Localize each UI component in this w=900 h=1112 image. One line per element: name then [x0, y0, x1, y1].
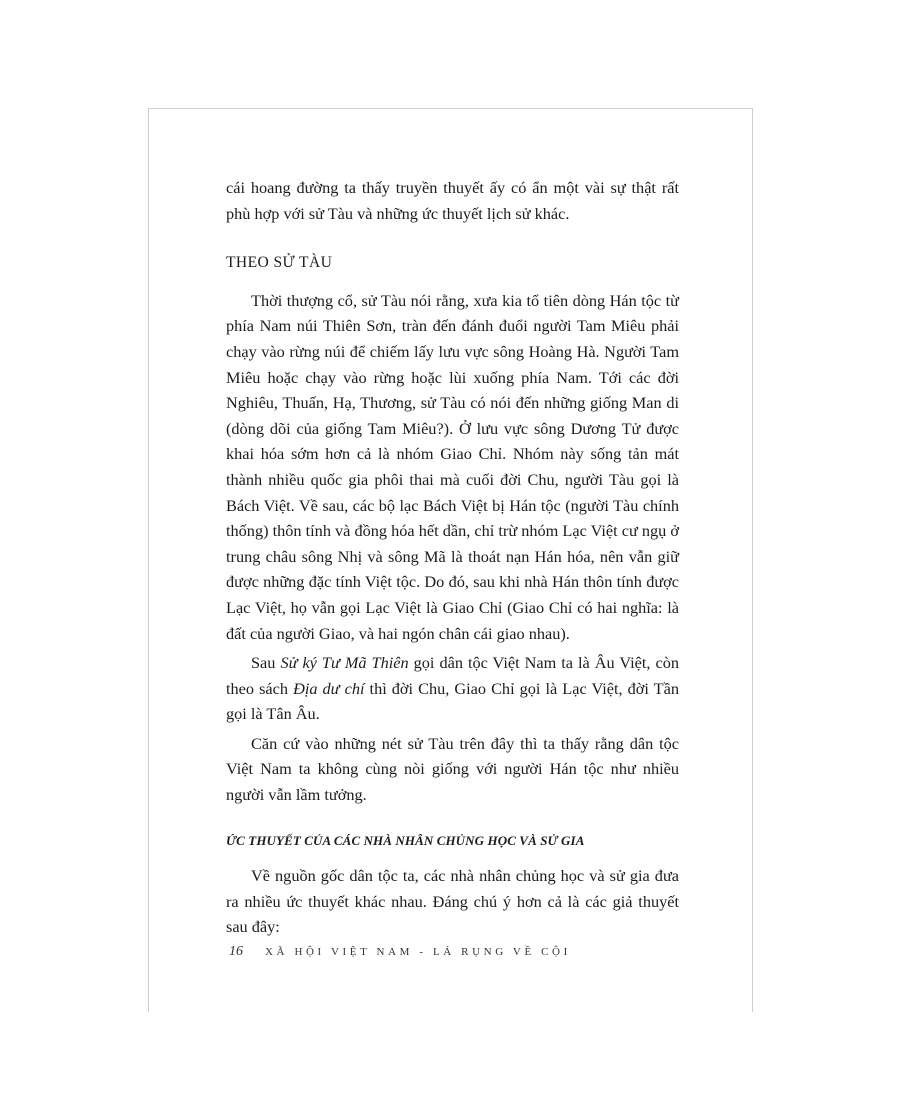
paragraph-2-text-2: gọi dân tộc Việt Nam ta là Âu Việt, còn theo sách — [226, 653, 679, 698]
body-paragraph-1: Thời thượng cổ, sử Tàu nói rằng, xưa kia tổ tiên dòng Hán tộc từ phía Nam núi Thiên Sơn, tràn đến đánh đuổi người Tam Miêu phải chạy vào rừng núi để chiếm lấy lưu vực sông Hoàng Hà. Người Tam Miêu hoặc chạy vào rừng hoặc lùi xuống phía Nam. Tới các đời Nghiêu, Thuấn, Hạ, Thương, sử Tàu có nói đến những giống Man di (dòng dõi của giống Tam Miêu?). Ở lưu vực sông Dương Tử được khai hóa sớm hơn cả là nhóm Giao Chỉ. Nhóm này sống tản mát thành nhiều quốc gia phôi thai mà cuối đời Chu, người Tàu gọi là Bách Việt. Về sau, các bộ lạc Bách Việt bị Hán tộc (người Tàu chính thống) thôn tính và đồng hóa hết dần, chỉ trừ nhóm Lạc Việt cư ngụ ở trung châu sông Nhị và sông Mã là thoát nạn Hán hóa, nên vẫn giữ được những đặc tính Việt tộc. Do đó, sau khi nhà Hán thôn tính được Lạc Việt, họ vẫn gọi Lạc Việt là Giao Chỉ (Giao Chỉ có hai nghĩa: là đất của người Giao, và hai ngón chân cái giao nhau). — [226, 290, 679, 643]
running-title: XÃ HỘI VIỆT NAM - LÁ RỤNG VỀ CỘI — [265, 946, 571, 958]
body-paragraph-2 — [226, 650, 679, 727]
intro-paragraph: cái hoang đường ta thấy truyền thuyết ấy có ẩn một vài sự thật rất phù hợp với sử Tàu và những ức thuyết lịch sử khác. — [226, 178, 679, 223]
book-title-dia-du-chi: Địa dư chí — [293, 678, 365, 698]
paragraph-2-text-3: thì đời Chu, Giao Chỉ gọi là Lạc Việt, đời Tần gọi là Tân Âu. — [226, 678, 679, 724]
body-paragraph-3: Căn cứ vào những nét sử Tàu trên đây thì ta thấy rằng dân tộc Việt Nam ta không cùng nòi giống với người Hán tộc như nhiều người vẫn lầm tưởng. — [226, 733, 679, 805]
book-page — [148, 108, 753, 1012]
subheading: ỨC THUYẾT CỦA CÁC NHÀ NHÂN CHỦNG HỌC VÀ SỬ GIA — [226, 832, 585, 848]
book-title-su-ky: Sử ký Tư Mã Thiên — [280, 653, 409, 673]
body-paragraph-4: Về nguồn gốc dân tộc ta, các nhà nhân chủng học và sử gia đưa ra nhiều ức thuyết khác nhau. Đáng chú ý hơn cả là các giả thuyết sau đây: — [226, 866, 679, 937]
paragraph-2-text-1: Sau — [251, 653, 281, 673]
page-number: 16 — [229, 944, 243, 959]
page-body — [226, 175, 679, 940]
section-heading: THEO SỬ TÀU — [226, 254, 333, 272]
page-footer — [229, 942, 571, 960]
